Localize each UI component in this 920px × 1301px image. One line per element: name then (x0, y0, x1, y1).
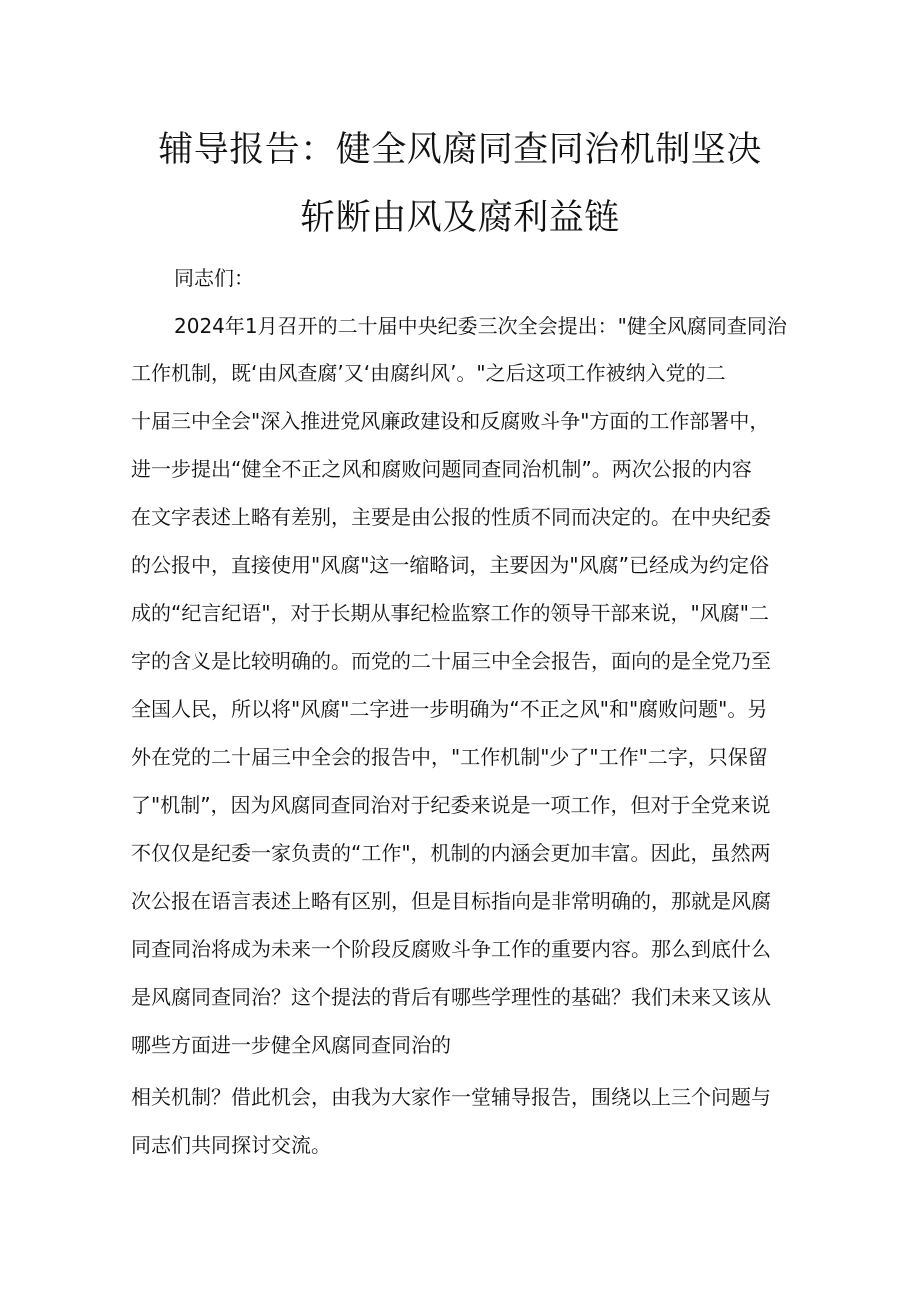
body-line: 在文字表述上略有差别，主要是由公报的性质不同而决定的。在中央纪委 (131, 505, 771, 529)
document-title-line-2: 斩断由风及腐利益链 (300, 198, 620, 238)
salutation: 同志们： (174, 266, 254, 290)
body-line: 了"机制”，因为风腐同查同治对于纪委来说是一项工作，但对于全党来说 (131, 793, 771, 817)
body-line: 不仅仅是纪委一家负责的“工作"，机制的内涵会更加丰富。因此，虽然两 (131, 841, 771, 865)
body-line: 工作机制，既‘由风查腐’又‘由腐纠风’。"之后这项工作被纳入党的二 (131, 361, 726, 385)
body-line: 字的含义是比较明确的。而党的二十届三中全会报告，面向的是全党乃至 (131, 649, 771, 673)
body-line: 成的“纪言纪语"，对于长期从事纪检监察工作的领导干部来说，"风腐"二 (131, 601, 769, 625)
body-line: 2024年1月召开的二十届中央纪委三次全会提出："健全风腐同查同治 (174, 314, 787, 338)
body-line: 全国人民，所以将"风腐"二字进一步明确为“不正之风"和"腐败问题"。另 (131, 697, 768, 721)
body-line: 同查同治将成为未来一个阶段反腐败斗争工作的重要内容。那么到底什么 (131, 937, 771, 961)
body-line: 哪些方面进一步健全风腐同查同治的 (131, 1033, 451, 1057)
body-line: 的公报中，直接使用"风腐"这一缩略词，主要因为"风腐”已经成为约定俗 (131, 553, 769, 577)
document-title-line-1: 辅导报告：健全风腐同查同治机制坚决 (158, 130, 762, 170)
body-line: 同志们共同探讨交流。 (131, 1133, 331, 1157)
body-line: 相关机制？借此机会，由我为大家作一堂辅导报告，围绕以上三个问题与 (131, 1085, 771, 1109)
body-line: 是风腐同查同治？这个提法的背后有哪些学理性的基础？我们未来又该从 (131, 985, 771, 1009)
body-line: 进一步提出“健全不正之风和腐败问题同查同治机制”。两次公报的内容 (131, 457, 752, 481)
body-line: 次公报在语言表述上略有区别，但是目标指向是非常明确的，那就是风腐 (131, 889, 771, 913)
body-line: 外在党的二十届三中全会的报告中，"工作机制"少了"工作"二字，只保留 (131, 745, 768, 769)
body-line: 十届三中全会"深入推进党风廉政建设和反腐败斗争"方面的工作部署中， (131, 409, 770, 433)
